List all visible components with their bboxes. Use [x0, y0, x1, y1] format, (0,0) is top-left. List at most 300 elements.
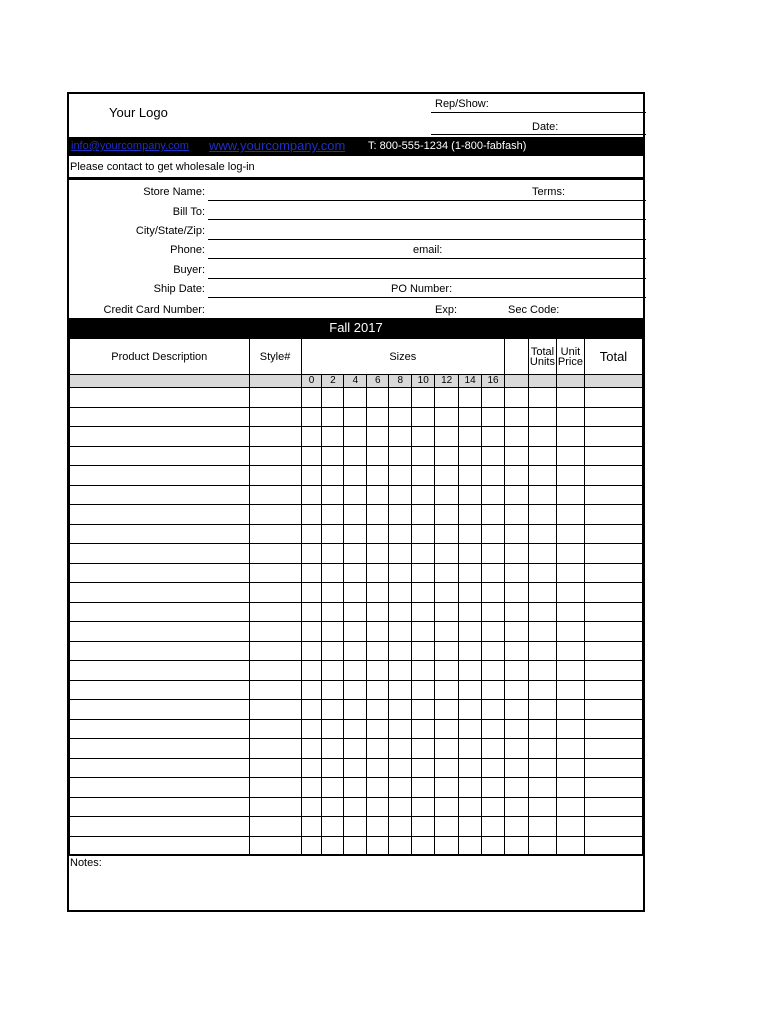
order-cell[interactable] [344, 797, 367, 817]
order-cell[interactable] [459, 641, 482, 661]
order-cell[interactable] [322, 524, 344, 544]
order-cell[interactable] [249, 602, 301, 622]
order-cell[interactable] [412, 388, 435, 408]
order-cell[interactable] [249, 680, 301, 700]
order-cell[interactable] [389, 583, 412, 603]
order-cell[interactable] [435, 544, 459, 564]
order-cell[interactable] [322, 661, 344, 681]
order-cell[interactable] [249, 641, 301, 661]
order-cell[interactable] [412, 505, 435, 525]
order-cell[interactable] [556, 427, 584, 447]
order-cell[interactable] [389, 817, 412, 837]
order-cell[interactable] [556, 817, 584, 837]
order-cell[interactable] [435, 758, 459, 778]
order-cell[interactable] [556, 836, 584, 856]
order-cell[interactable] [322, 739, 344, 759]
order-cell[interactable] [322, 602, 344, 622]
order-cell[interactable] [528, 427, 556, 447]
order-cell[interactable] [505, 719, 529, 739]
order-cell[interactable] [389, 680, 412, 700]
order-cell[interactable] [70, 836, 250, 856]
order-cell[interactable] [344, 388, 367, 408]
order-cell[interactable] [344, 505, 367, 525]
order-cell[interactable] [584, 817, 642, 837]
order-cell[interactable] [322, 583, 344, 603]
order-cell[interactable] [301, 524, 322, 544]
order-cell[interactable] [322, 622, 344, 642]
order-cell[interactable] [367, 719, 389, 739]
order-cell[interactable] [389, 641, 412, 661]
order-cell[interactable] [459, 622, 482, 642]
order-cell[interactable] [435, 583, 459, 603]
order-cell[interactable] [584, 797, 642, 817]
order-cell[interactable] [528, 544, 556, 564]
order-cell[interactable] [482, 719, 505, 739]
order-cell[interactable] [412, 797, 435, 817]
order-cell[interactable] [584, 661, 642, 681]
order-cell[interactable] [249, 524, 301, 544]
order-cell[interactable] [482, 544, 505, 564]
order-cell[interactable] [70, 778, 250, 798]
order-cell[interactable] [249, 407, 301, 427]
order-cell[interactable] [528, 485, 556, 505]
order-cell[interactable] [482, 739, 505, 759]
order-cell[interactable] [556, 446, 584, 466]
order-cell[interactable] [389, 797, 412, 817]
order-cell[interactable] [459, 817, 482, 837]
order-cell[interactable] [528, 583, 556, 603]
order-cell[interactable] [249, 622, 301, 642]
order-cell[interactable] [435, 466, 459, 486]
order-cell[interactable] [435, 797, 459, 817]
order-cell[interactable] [435, 700, 459, 720]
order-cell[interactable] [322, 427, 344, 447]
order-cell[interactable] [412, 427, 435, 447]
order-cell[interactable] [70, 817, 250, 837]
order-cell[interactable] [584, 485, 642, 505]
order-cell[interactable] [459, 524, 482, 544]
order-cell[interactable] [584, 758, 642, 778]
order-cell[interactable] [435, 778, 459, 798]
order-cell[interactable] [367, 680, 389, 700]
order-cell[interactable] [412, 524, 435, 544]
order-cell[interactable] [367, 583, 389, 603]
order-cell[interactable] [528, 817, 556, 837]
order-cell[interactable] [556, 758, 584, 778]
order-cell[interactable] [482, 583, 505, 603]
order-cell[interactable] [344, 583, 367, 603]
order-cell[interactable] [301, 739, 322, 759]
order-cell[interactable] [482, 622, 505, 642]
order-cell[interactable] [389, 602, 412, 622]
order-cell[interactable] [482, 778, 505, 798]
order-cell[interactable] [528, 622, 556, 642]
order-cell[interactable] [389, 407, 412, 427]
order-cell[interactable] [301, 719, 322, 739]
order-cell[interactable] [584, 388, 642, 408]
order-cell[interactable] [322, 700, 344, 720]
order-cell[interactable] [528, 446, 556, 466]
order-cell[interactable] [367, 700, 389, 720]
order-cell[interactable] [505, 700, 529, 720]
order-cell[interactable] [344, 719, 367, 739]
website-link[interactable]: www.yourcompany.com [209, 138, 346, 153]
order-cell[interactable] [505, 485, 529, 505]
order-cell[interactable] [70, 407, 250, 427]
order-cell[interactable] [301, 661, 322, 681]
ship-date-po-field[interactable] [208, 297, 646, 298]
order-cell[interactable] [528, 466, 556, 486]
order-cell[interactable] [584, 427, 642, 447]
order-cell[interactable] [301, 505, 322, 525]
order-cell[interactable] [249, 739, 301, 759]
order-cell[interactable] [301, 544, 322, 564]
order-cell[interactable] [584, 583, 642, 603]
order-cell[interactable] [459, 836, 482, 856]
order-cell[interactable] [389, 700, 412, 720]
order-cell[interactable] [412, 583, 435, 603]
order-cell[interactable] [584, 505, 642, 525]
order-cell[interactable] [505, 446, 529, 466]
order-cell[interactable] [528, 758, 556, 778]
order-cell[interactable] [344, 758, 367, 778]
order-cell[interactable] [344, 427, 367, 447]
order-cell[interactable] [556, 797, 584, 817]
order-cell[interactable] [389, 739, 412, 759]
order-cell[interactable] [344, 407, 367, 427]
order-cell[interactable] [435, 505, 459, 525]
order-cell[interactable] [528, 602, 556, 622]
order-cell[interactable] [389, 758, 412, 778]
order-cell[interactable] [556, 622, 584, 642]
order-cell[interactable] [249, 505, 301, 525]
order-cell[interactable] [556, 661, 584, 681]
order-cell[interactable] [301, 836, 322, 856]
order-cell[interactable] [249, 758, 301, 778]
order-cell[interactable] [528, 700, 556, 720]
order-cell[interactable] [301, 602, 322, 622]
order-cell[interactable] [412, 719, 435, 739]
order-cell[interactable] [584, 778, 642, 798]
order-cell[interactable] [482, 388, 505, 408]
order-cell[interactable] [301, 797, 322, 817]
order-cell[interactable] [459, 719, 482, 739]
order-cell[interactable] [389, 485, 412, 505]
order-cell[interactable] [70, 544, 250, 564]
order-cell[interactable] [435, 524, 459, 544]
order-cell[interactable] [344, 466, 367, 486]
order-cell[interactable] [70, 446, 250, 466]
order-cell[interactable] [249, 583, 301, 603]
order-cell[interactable] [322, 505, 344, 525]
order-cell[interactable] [435, 407, 459, 427]
order-cell[interactable] [556, 388, 584, 408]
order-cell[interactable] [528, 739, 556, 759]
order-cell[interactable] [344, 563, 367, 583]
order-cell[interactable] [249, 719, 301, 739]
date-field[interactable] [431, 134, 646, 135]
order-cell[interactable] [249, 797, 301, 817]
order-cell[interactable] [435, 427, 459, 447]
order-cell[interactable] [556, 466, 584, 486]
order-cell[interactable] [584, 719, 642, 739]
order-cell[interactable] [249, 485, 301, 505]
order-cell[interactable] [482, 817, 505, 837]
order-cell[interactable] [412, 563, 435, 583]
email-link[interactable]: info@yourcompany.com [71, 140, 189, 152]
order-cell[interactable] [70, 524, 250, 544]
order-cell[interactable] [459, 466, 482, 486]
order-cell[interactable] [249, 778, 301, 798]
order-cell[interactable] [505, 680, 529, 700]
order-cell[interactable] [556, 505, 584, 525]
order-cell[interactable] [344, 524, 367, 544]
order-cell[interactable] [435, 485, 459, 505]
order-cell[interactable] [435, 622, 459, 642]
order-cell[interactable] [584, 680, 642, 700]
order-cell[interactable] [367, 466, 389, 486]
order-cell[interactable] [322, 778, 344, 798]
order-cell[interactable] [412, 466, 435, 486]
order-cell[interactable] [556, 524, 584, 544]
order-cell[interactable] [482, 758, 505, 778]
order-cell[interactable] [70, 583, 250, 603]
city-state-zip-field[interactable] [208, 239, 646, 240]
order-cell[interactable] [459, 544, 482, 564]
order-cell[interactable] [301, 700, 322, 720]
order-cell[interactable] [389, 563, 412, 583]
order-cell[interactable] [389, 719, 412, 739]
notes-area[interactable] [69, 854, 643, 912]
order-cell[interactable] [435, 817, 459, 837]
order-cell[interactable] [505, 641, 529, 661]
order-cell[interactable] [505, 407, 529, 427]
order-cell[interactable] [389, 388, 412, 408]
order-cell[interactable] [389, 524, 412, 544]
order-cell[interactable] [301, 446, 322, 466]
order-cell[interactable] [556, 680, 584, 700]
order-cell[interactable] [70, 719, 250, 739]
order-cell[interactable] [459, 485, 482, 505]
order-cell[interactable] [367, 427, 389, 447]
order-cell[interactable] [249, 817, 301, 837]
order-cell[interactable] [459, 797, 482, 817]
order-cell[interactable] [412, 680, 435, 700]
order-cell[interactable] [367, 622, 389, 642]
order-cell[interactable] [70, 661, 250, 681]
order-cell[interactable] [301, 485, 322, 505]
order-cell[interactable] [584, 622, 642, 642]
order-cell[interactable] [435, 836, 459, 856]
order-cell[interactable] [367, 602, 389, 622]
order-cell[interactable] [367, 563, 389, 583]
order-cell[interactable] [505, 524, 529, 544]
order-cell[interactable] [556, 719, 584, 739]
order-cell[interactable] [70, 563, 250, 583]
order-cell[interactable] [322, 836, 344, 856]
order-cell[interactable] [584, 446, 642, 466]
order-cell[interactable] [301, 622, 322, 642]
order-cell[interactable] [389, 778, 412, 798]
order-cell[interactable] [528, 778, 556, 798]
order-cell[interactable] [344, 661, 367, 681]
order-cell[interactable] [528, 388, 556, 408]
order-cell[interactable] [584, 602, 642, 622]
order-cell[interactable] [528, 505, 556, 525]
order-cell[interactable] [482, 524, 505, 544]
order-cell[interactable] [367, 446, 389, 466]
order-cell[interactable] [389, 661, 412, 681]
order-cell[interactable] [505, 836, 529, 856]
order-cell[interactable] [367, 544, 389, 564]
order-cell[interactable] [389, 505, 412, 525]
order-cell[interactable] [389, 622, 412, 642]
order-cell[interactable] [70, 485, 250, 505]
order-cell[interactable] [505, 778, 529, 798]
order-cell[interactable] [322, 407, 344, 427]
order-cell[interactable] [435, 563, 459, 583]
order-cell[interactable] [249, 466, 301, 486]
order-cell[interactable] [482, 446, 505, 466]
order-cell[interactable] [344, 622, 367, 642]
order-cell[interactable] [459, 758, 482, 778]
order-cell[interactable] [344, 836, 367, 856]
order-cell[interactable] [249, 544, 301, 564]
order-cell[interactable] [322, 544, 344, 564]
order-cell[interactable] [367, 388, 389, 408]
order-cell[interactable] [505, 388, 529, 408]
buyer-field[interactable] [208, 278, 646, 279]
order-cell[interactable] [301, 407, 322, 427]
order-cell[interactable] [70, 466, 250, 486]
order-cell[interactable] [367, 485, 389, 505]
order-cell[interactable] [412, 485, 435, 505]
order-cell[interactable] [344, 778, 367, 798]
bill-to-field[interactable] [208, 219, 646, 220]
order-cell[interactable] [505, 817, 529, 837]
order-cell[interactable] [70, 758, 250, 778]
order-cell[interactable] [249, 836, 301, 856]
order-cell[interactable] [459, 700, 482, 720]
order-cell[interactable] [412, 778, 435, 798]
order-cell[interactable] [528, 407, 556, 427]
order-cell[interactable] [322, 758, 344, 778]
order-cell[interactable] [344, 739, 367, 759]
order-cell[interactable] [322, 563, 344, 583]
order-cell[interactable] [344, 817, 367, 837]
order-cell[interactable] [584, 563, 642, 583]
order-cell[interactable] [412, 602, 435, 622]
order-cell[interactable] [322, 680, 344, 700]
order-cell[interactable] [435, 641, 459, 661]
order-cell[interactable] [367, 778, 389, 798]
order-cell[interactable] [249, 563, 301, 583]
order-cell[interactable] [70, 602, 250, 622]
order-cell[interactable] [344, 602, 367, 622]
order-cell[interactable] [389, 466, 412, 486]
order-cell[interactable] [344, 641, 367, 661]
order-cell[interactable] [435, 602, 459, 622]
order-cell[interactable] [412, 641, 435, 661]
order-cell[interactable] [367, 524, 389, 544]
order-cell[interactable] [301, 641, 322, 661]
order-cell[interactable] [249, 388, 301, 408]
order-cell[interactable] [344, 485, 367, 505]
order-cell[interactable] [528, 524, 556, 544]
order-cell[interactable] [70, 700, 250, 720]
order-cell[interactable] [459, 563, 482, 583]
order-cell[interactable] [459, 505, 482, 525]
order-cell[interactable] [412, 446, 435, 466]
order-cell[interactable] [70, 388, 250, 408]
order-cell[interactable] [249, 661, 301, 681]
order-cell[interactable] [70, 622, 250, 642]
order-cell[interactable] [70, 797, 250, 817]
order-cell[interactable] [459, 446, 482, 466]
order-cell[interactable] [528, 797, 556, 817]
store-name-field[interactable] [208, 200, 646, 201]
order-cell[interactable] [435, 661, 459, 681]
order-cell[interactable] [70, 641, 250, 661]
order-cell[interactable] [556, 563, 584, 583]
order-cell[interactable] [367, 836, 389, 856]
order-cell[interactable] [482, 466, 505, 486]
order-cell[interactable] [505, 563, 529, 583]
order-cell[interactable] [367, 505, 389, 525]
order-cell[interactable] [249, 427, 301, 447]
order-cell[interactable] [70, 505, 250, 525]
order-cell[interactable] [459, 661, 482, 681]
order-cell[interactable] [435, 446, 459, 466]
order-cell[interactable] [322, 466, 344, 486]
order-cell[interactable] [482, 505, 505, 525]
order-cell[interactable] [412, 836, 435, 856]
order-cell[interactable] [505, 602, 529, 622]
order-cell[interactable] [249, 700, 301, 720]
order-cell[interactable] [505, 797, 529, 817]
order-cell[interactable] [556, 641, 584, 661]
order-cell[interactable] [301, 817, 322, 837]
order-cell[interactable] [505, 466, 529, 486]
order-cell[interactable] [412, 544, 435, 564]
order-cell[interactable] [367, 758, 389, 778]
order-cell[interactable] [435, 388, 459, 408]
order-cell[interactable] [301, 563, 322, 583]
order-cell[interactable] [322, 485, 344, 505]
order-cell[interactable] [70, 739, 250, 759]
order-cell[interactable] [459, 778, 482, 798]
order-cell[interactable] [70, 680, 250, 700]
order-cell[interactable] [322, 641, 344, 661]
order-cell[interactable] [505, 583, 529, 603]
order-cell[interactable] [505, 427, 529, 447]
order-cell[interactable] [482, 563, 505, 583]
order-cell[interactable] [459, 407, 482, 427]
order-cell[interactable] [412, 661, 435, 681]
order-cell[interactable] [367, 739, 389, 759]
order-cell[interactable] [584, 700, 642, 720]
order-cell[interactable] [249, 446, 301, 466]
order-cell[interactable] [482, 641, 505, 661]
order-cell[interactable] [556, 583, 584, 603]
order-cell[interactable] [301, 778, 322, 798]
rep-show-field[interactable] [431, 112, 646, 113]
order-cell[interactable] [505, 739, 529, 759]
order-cell[interactable] [367, 661, 389, 681]
order-cell[interactable] [528, 563, 556, 583]
order-cell[interactable] [367, 641, 389, 661]
order-cell[interactable] [556, 485, 584, 505]
